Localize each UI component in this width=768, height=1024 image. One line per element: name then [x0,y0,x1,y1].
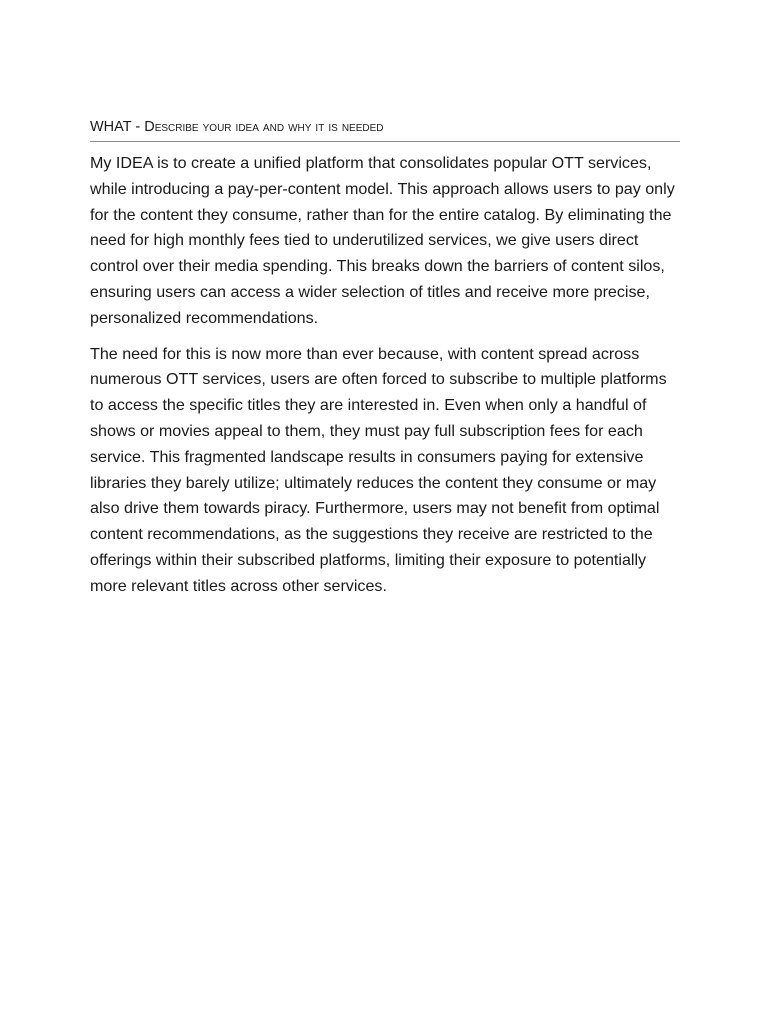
paragraph-idea: My IDEA is to create a unified platform that consolidates popular OTT services, while introducing a pay-per-content model. This approach allows users to pay only for the content they consume, rather than for the entire catalog. By eliminating the need for high monthly fees tied to underutilized services, we give users direct control over their media spending. This breaks down the barriers of content silos, ensuring users can access a wider selection of titles and receive more precise, personalized recommendations. [90,154,675,327]
idea-section [90,117,680,610]
section-heading: WHAT - Describe your idea and why it is needed [90,117,680,142]
section-body [90,151,680,600]
paragraph-need: The need for this is now more than ever because, with content spread across numerous OTT services, users are often forced to subscribe to multiple platforms to access the specific titles they are interested in. Even when only a handful of shows or movies appeal to them, they must pay full subscription fees for each service. This fragmented landscape results in consumers paying for extensive libraries they barely utilize; ultimately reduces the content they consume or may also drive them towards piracy. Furthermore, users may not benefit from optimal content recommendations, as the suggestions they receive are restricted to the offerings within their subscribed platforms, limiting their exposure to potentially more relevant titles across other services. [90,344,667,595]
